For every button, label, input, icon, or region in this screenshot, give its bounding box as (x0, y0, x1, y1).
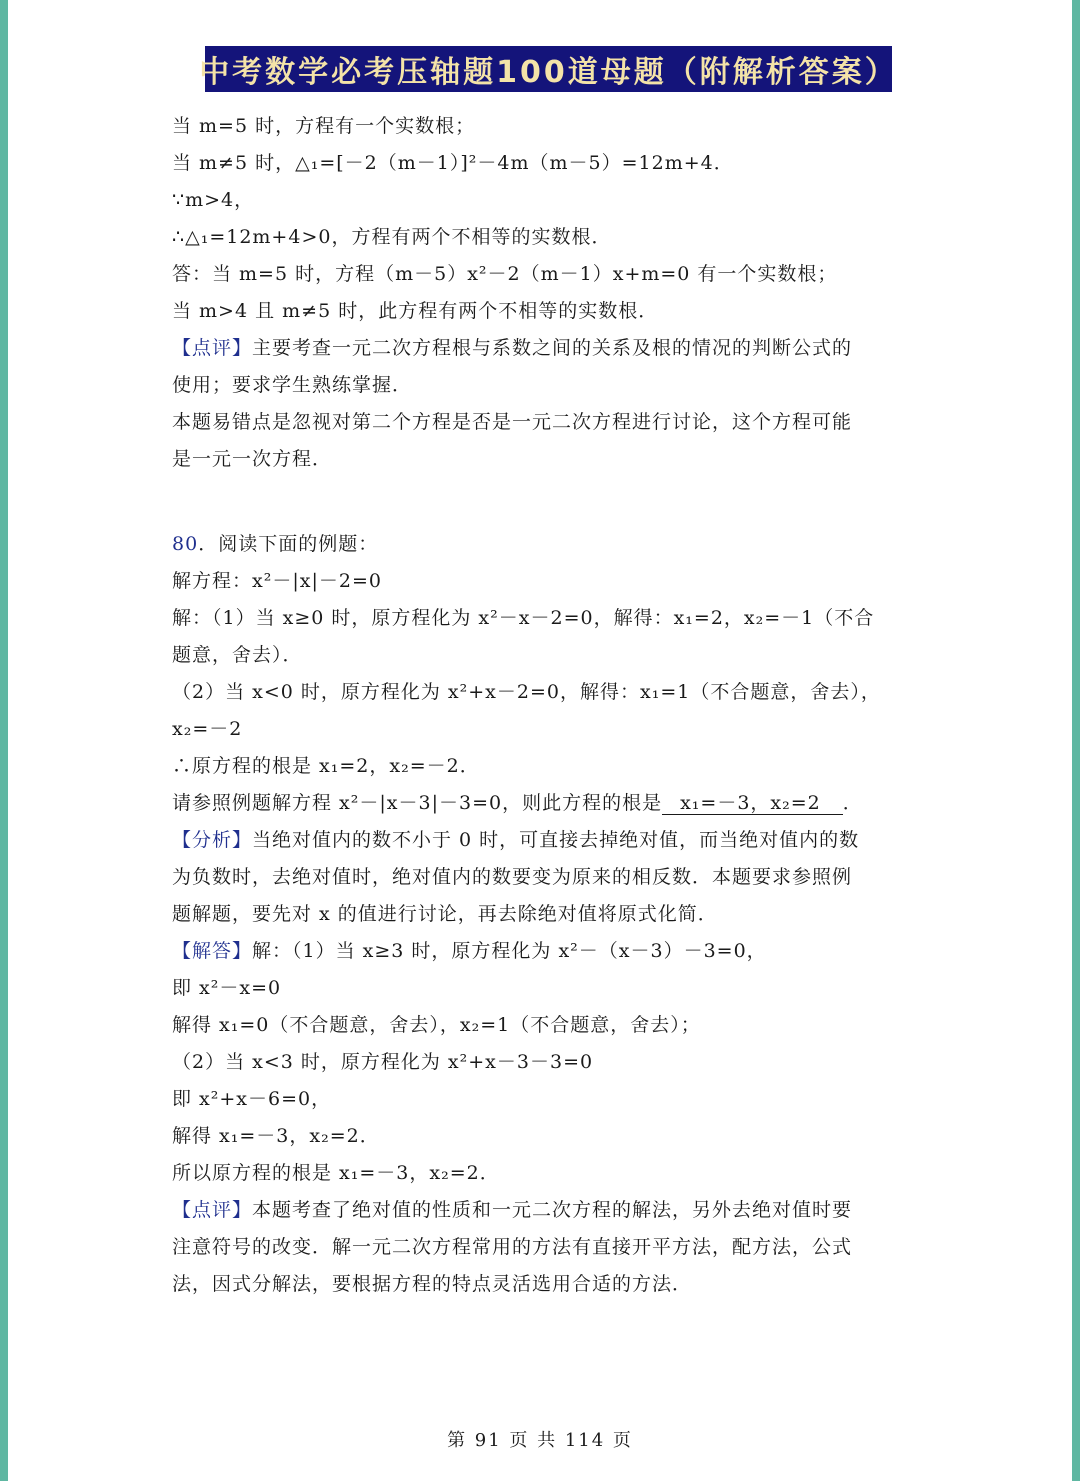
text-line: 解得 x₁=－3，x₂=2． (172, 1125, 380, 1147)
answer-paragraph (172, 933, 932, 970)
text-line: （2）当 x<3 时，原方程化为 x²+x－3－3=0 (172, 1051, 594, 1073)
review-text: 主要考查一元二次方程根与系数之间的关系及根的情况的判断公式的 (252, 337, 853, 359)
answer-text: 解：（1）当 x≥3 时，原方程化为 x²－（x－3）－3=0， (252, 940, 767, 962)
review-text: 本题考查了绝对值的性质和一元二次方程的解法，另外去绝对值时要 (252, 1199, 853, 1221)
text-line: 当 m=5 时，方程有一个实数根； (172, 115, 476, 137)
text-line: ∵m>4， (172, 189, 255, 211)
text-line: 法，因式分解法，要根据方程的特点灵活选用合适的方法． (172, 1273, 693, 1295)
review-tag: 【点评】 (172, 1199, 253, 1221)
problem-title: ．阅读下面的例题： (198, 533, 379, 555)
text-line: 本题易错点是忽视对第二个方程是否是一元二次方程进行讨论，这个方程可能 (172, 411, 853, 433)
question-line (172, 785, 932, 822)
text-line: 解得 x₁=0（不合题意，舍去），x₂=1（不合题意，舍去）； (172, 1014, 701, 1036)
text-line: x₂=－2 (172, 718, 243, 740)
text-line: 所以原方程的根是 x₁=－3，x₂=2． (172, 1162, 500, 1184)
review-paragraph (172, 1192, 932, 1229)
review-paragraph (172, 330, 932, 367)
review-tag: 【点评】 (172, 337, 253, 359)
text-line: 解：（1）当 x≥0 时，原方程化为 x²－x－2=0，解得：x₁=2，x₂=－1（不合 (172, 607, 875, 629)
page-content (172, 108, 932, 1303)
text-line: （2）当 x<0 时，原方程化为 x²+x－2=0，解得：x₁=1（不合题意，舍去）， (172, 681, 881, 703)
question-text: 请参照例题解方程 x²－|x－3|－3=0，则此方程的根是 (172, 792, 663, 814)
answer-tag: 【解答】 (172, 940, 253, 962)
problem-heading (172, 526, 932, 563)
page-title: 中考数学必考压轴题100道母题（附解析答案） (205, 46, 892, 92)
text-line: ∴原方程的根是 x₁=2，x₂=－2． (172, 755, 480, 777)
answer-blank: x₁=－3，x₂=2 (662, 792, 843, 815)
problem-number: 80 (172, 533, 199, 555)
text-line: 答：当 m=5 时，方程（m－5）x²－2（m－1）x+m=0 有一个实数根； (172, 263, 838, 285)
analysis-text: 当绝对值内的数不小于 0 时，可直接去掉绝对值，而当绝对值内的数 (252, 829, 860, 851)
text-line: 解方程：x²－|x|－2=0 (172, 570, 382, 592)
text-line: 即 x²+x－6=0， (172, 1088, 332, 1110)
text-line: 当 m≠5 时，△₁=[－2（m－1）]²－4m（m－5）=12m+4． (172, 152, 734, 174)
question-end: ． (842, 792, 863, 814)
text-line: ∴△₁=12m+4>0，方程有两个不相等的实数根． (172, 226, 612, 248)
text-line: 题解题，要先对 x 的值进行讨论，再去除绝对值将原式化简． (172, 903, 718, 925)
section-gap (172, 478, 932, 526)
text-line: 题意，舍去）． (172, 644, 303, 666)
text-line: 即 x²－x=0 (172, 977, 282, 999)
text-line: 当 m>4 且 m≠5 时，此方程有两个不相等的实数根． (172, 300, 659, 322)
page-number: 第 91 页 共 114 页 (447, 1430, 633, 1451)
analysis-tag: 【分析】 (172, 829, 253, 851)
text-line: 为负数时，去绝对值时，绝对值内的数要变为原来的相反数．本题要求参照例 (172, 866, 853, 888)
text-line: 使用；要求学生熟练掌握． (172, 374, 413, 396)
text-line: 是一元一次方程． (172, 448, 333, 470)
text-line: 注意符号的改变．解一元二次方程常用的方法有直接开平方法，配方法，公式 (172, 1236, 853, 1258)
analysis-paragraph (172, 822, 932, 859)
